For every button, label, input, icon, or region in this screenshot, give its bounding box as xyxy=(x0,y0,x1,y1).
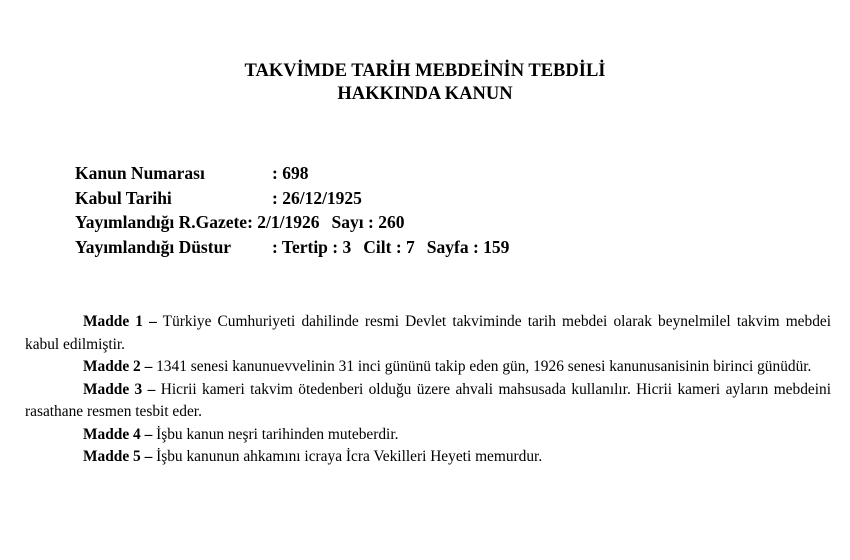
article-2 xyxy=(25,356,831,379)
acceptance-date-row xyxy=(75,186,509,211)
article-1 xyxy=(25,311,831,356)
gazette-row xyxy=(75,210,509,235)
law-number-label: Kanun Numarası xyxy=(75,163,205,183)
article-text: 1341 senesi kanunuevvelinin 31 inci gününü takip eden gün, 1926 senesi kanunusanisinin birinci günüdür. xyxy=(152,358,812,375)
article-5 xyxy=(25,446,831,469)
article-label: Madde 4 – xyxy=(83,425,153,443)
law-number-row xyxy=(75,161,509,186)
article-label: Madde 2 – xyxy=(83,358,153,375)
gazette-date: : 2/1/1926 xyxy=(247,212,320,232)
article-label: Madde 5 – xyxy=(83,448,153,465)
gazette-issue: Sayı : 260 xyxy=(331,212,405,232)
document-title-line-1: TAKVİMDE TARİH MEBDEİNİN TEBDİLİ xyxy=(244,61,606,81)
article-3 xyxy=(25,379,831,424)
article-text: Türkiye Cumhuriyeti dahilinde resmi Devlet takviminde tarih mebdei olarak beynelmilel takvim mebdei kabul edilmiştir. xyxy=(25,313,831,353)
document-title-line-2: HAKKINDA KANUN xyxy=(337,84,513,104)
acceptance-date-label: Kabul Tarihi xyxy=(75,187,172,208)
dustur-label: Yayımlandığı Düstur xyxy=(75,236,232,257)
law-metadata xyxy=(75,161,509,259)
dustur-tertip: : Tertip : 3 xyxy=(272,236,352,257)
gazette-label: Yayımlandığı R.Gazete xyxy=(75,212,248,232)
dustur-row xyxy=(75,235,509,260)
dustur-cilt: Cilt : 7 xyxy=(363,236,415,257)
acceptance-date-value: : 26/12/1925 xyxy=(272,187,362,208)
article-text: Hicrii kameri takvim ötedenberi olduğu üzere ahvali mahsusada kullanılır. Hicrii kameri ayların mebdeini rasathane resmen tesbit eder. xyxy=(25,380,831,420)
article-4 xyxy=(25,424,831,447)
article-text: İşbu kanun neşri tarihinden muteberdir. xyxy=(152,425,399,443)
law-number-value: : 698 xyxy=(272,163,309,183)
dustur-sayfa: Sayfa : 159 xyxy=(426,236,510,257)
article-label: Madde 1 – xyxy=(83,313,157,330)
law-articles xyxy=(25,311,831,469)
article-label: Madde 3 – xyxy=(83,380,156,398)
article-text: İşbu kanunun ahkamını icraya İcra Vekilleri Heyeti memurdur. xyxy=(152,448,543,465)
